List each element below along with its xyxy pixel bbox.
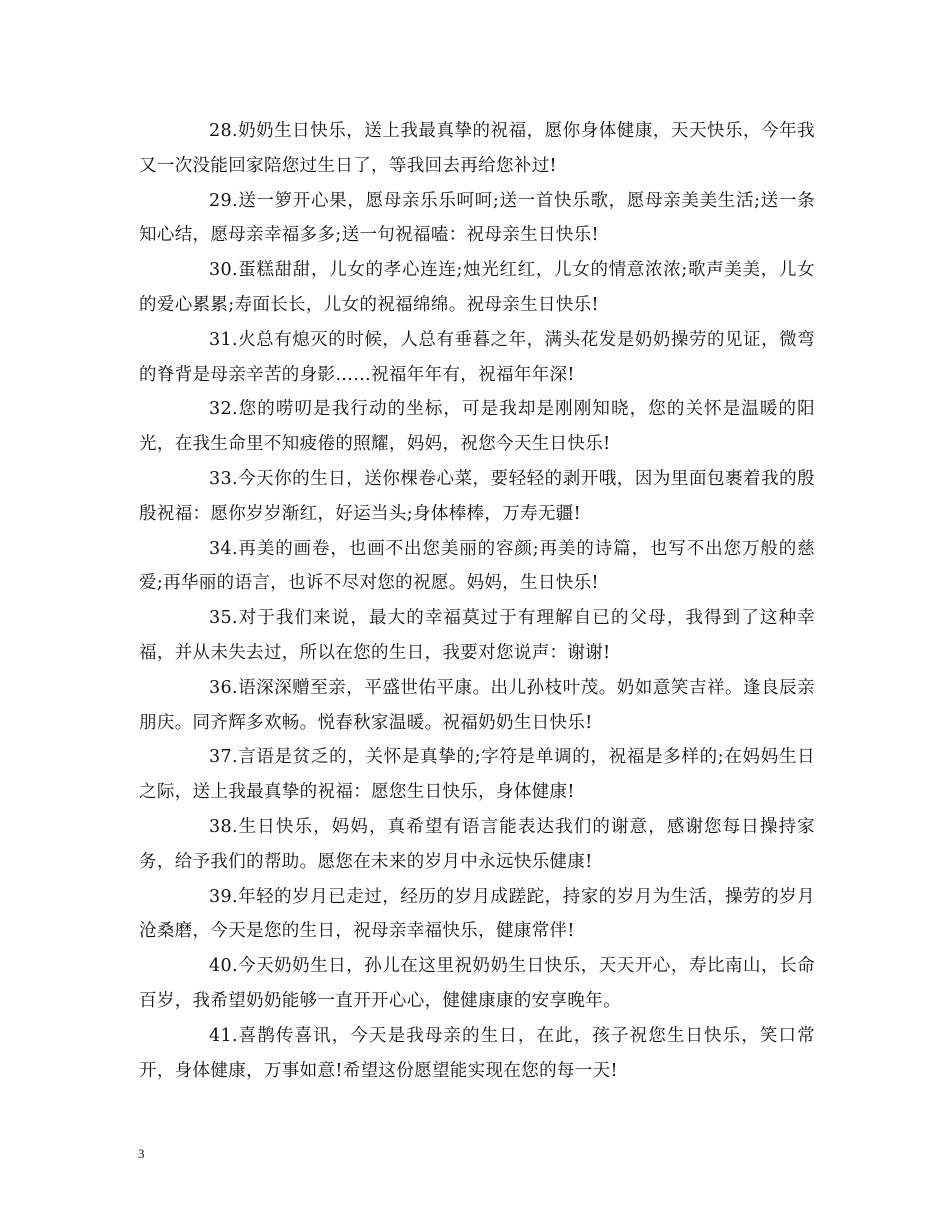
paragraph-35: 35.对于我们来说，最大的幸福莫过于有理解自已的父母，我得到了这种幸福，并从未失去过，所以在您的生日，我要对您说声：谢谢! [139, 608, 815, 663]
paragraph-37: 37.言语是贫乏的，关怀是真挚的;字符是单调的，祝福是多样的;在妈妈生日之际，送上我最真挚的祝福：愿您生日快乐，身体健康! [139, 747, 815, 803]
paragraph-32: 32.您的唠叨是我行动的坐标，可是我却是刚刚知晓，您的关怀是温暖的阳光，在我生命里不知疲倦的照耀，妈妈，祝您今天生日快乐! [139, 399, 815, 455]
paragraph-34: 34.再美的画卷，也画不出您美丽的容颜;再美的诗篇，也写不出您万般的慈爱;再华丽的语言，也诉不尽对您的祝愿。妈妈，生日快乐! [139, 538, 815, 594]
paragraph-36: 36.语深深赠至亲，平盛世佑平康。出儿孙枝叶茂。奶如意笑吉祥。逢良辰亲朋庆。同齐辉多欢畅。悦春秋家温暖。祝福奶奶生日快乐! [139, 677, 815, 733]
page-number: 3 [138, 1146, 145, 1161]
paragraph-31: 31.火总有熄灭的时候，人总有垂暮之年，满头花发是奶奶操劳的见证，微弯的脊背是母亲辛苦的身影……祝福年年有，祝福年年深! [139, 329, 815, 385]
paragraph-38: 38.生日快乐，妈妈，真希望有语言能表达我们的谢意，感谢您每日操持家务，给予我们的帮助。愿您在未来的岁月中永远快乐健康! [139, 816, 815, 872]
paragraph-41: 41.喜鹊传喜讯，今天是我母亲的生日，在此，孩子祝您生日快乐，笑口常开，身体健康，万事如意!希望这份愿望能实现在您的每一天! [139, 1025, 815, 1081]
document-body [139, 114, 815, 1088]
paragraph-39: 39.年轻的岁月已走过，经历的岁月成蹉跎，持家的岁月为生活，操劳的岁月沧桑磨，今天是您的生日，祝母亲幸福快乐，健康常伴! [139, 886, 815, 942]
paragraph-28: 28.奶奶生日快乐，送上我最真挚的祝福，愿你身体健康，天天快乐，今年我又一次没能回家陪您过生日了，等我回去再给您补过! [139, 121, 815, 176]
paragraph-29: 29.送一箩开心果，愿母亲乐乐呵呵;送一首快乐歌，愿母亲美美生活;送一条知心结，愿母亲幸福多多;送一句祝福嗑：祝母亲生日快乐! [139, 190, 815, 246]
paragraph-40: 40.今天奶奶生日，孙儿在这里祝奶奶生日快乐，天天开心，寿比南山，长命百岁，我希望奶奶能够一直开开心心，健健康康的安享晚年。 [139, 956, 815, 1011]
paragraph-30: 30.蛋糕甜甜，儿女的孝心连连;烛光红红，儿女的情意浓浓;歌声美美，儿女的爱心累累;寿面长长，儿女的祝福绵绵。祝母亲生日快乐! [139, 260, 815, 315]
paragraph-33: 33.今天你的生日，送你棵卷心菜，要轻轻的剥开哦，因为里面包裹着我的殷殷祝福：愿你岁岁渐红，好运当头;身体棒棒，万寿无疆! [139, 468, 815, 524]
